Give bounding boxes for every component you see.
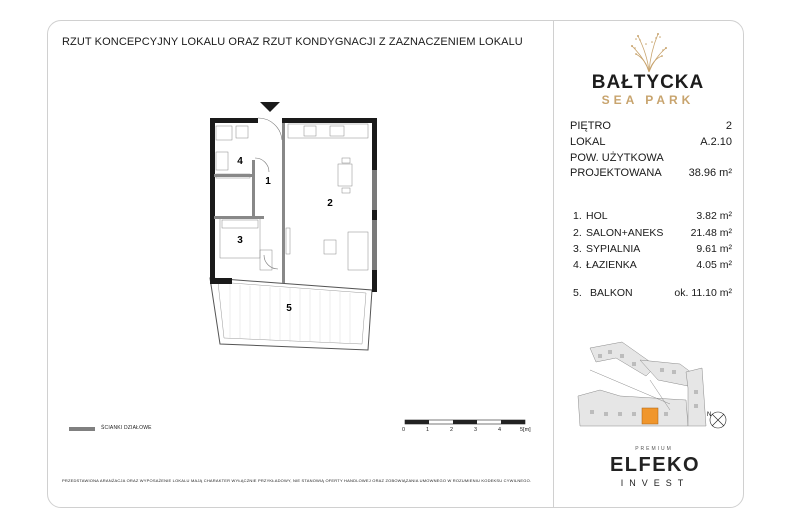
info-row-area-label	[570, 152, 732, 164]
legend-label: ŚCIANKI DZIAŁOWE	[101, 425, 152, 431]
brand-subtitle: SEA PARK	[601, 93, 695, 107]
room-number: 3.	[573, 243, 582, 255]
room-number: 1.	[573, 210, 582, 222]
balcony-outline	[210, 278, 372, 350]
info-row-area	[570, 167, 732, 179]
scale-bar	[400, 417, 530, 427]
room-area: 21.48 m²	[690, 227, 732, 239]
page-title: RZUT KONCEPCYJNY LOKALU ORAZ RZUT KONDYGNACJI Z ZAZNACZENIEM LOKALU	[62, 36, 523, 48]
developer-premium: PREMIUM	[635, 446, 673, 452]
balcony-row	[573, 287, 732, 299]
info-value: 38.96 m²	[688, 167, 732, 179]
info-label: PIĘTRO	[570, 120, 611, 132]
brand-name: BAŁTYCKA	[591, 72, 705, 93]
site-plan	[560, 340, 746, 440]
legend-swatch	[69, 427, 95, 431]
developer-name: ELFEKO	[609, 454, 701, 476]
panel-divider	[553, 20, 554, 508]
scale-tick-label: 2	[450, 427, 454, 433]
room-label-2: 2	[327, 198, 333, 209]
floor-plan	[200, 100, 385, 360]
room-name: ŁAZIENKA	[586, 259, 637, 271]
scale-tick-label: 3	[474, 427, 478, 433]
info-label: LOKAL	[570, 136, 606, 148]
scale-tick-label: 0	[402, 427, 406, 433]
info-label: PROJEKTOWANA	[570, 167, 662, 179]
room-name: SYPIALNIA	[586, 243, 641, 255]
room-name: SALON+ANEKS	[586, 227, 664, 239]
room-number: 4.	[573, 259, 582, 271]
room-area: 4.05 m²	[696, 259, 732, 271]
bed	[220, 218, 272, 270]
window-openings	[372, 170, 377, 270]
room-label-4: 4	[237, 156, 243, 167]
room-name: HOL	[586, 210, 608, 222]
dining-table	[338, 158, 352, 193]
living-furniture	[286, 228, 368, 270]
room-area: 3.82 m²	[696, 210, 732, 222]
room-label-3: 3	[237, 235, 243, 246]
disclaimer: PRZEDSTAWIONA ARANŻACJA ORAZ WYPOSAŻENIE LOKALU MAJĄ CHARAKTER WYŁĄCZNIE PRZYKŁADOWY, NIE STANOWIĄ OFERTY HANDLOWEJ ORAZ ZOBOWIĄZANIA UMOWNEGO W ROZUMIENIU KODEKSU CYWILNEGO.	[62, 478, 532, 483]
kitchen-counter	[288, 124, 368, 138]
room-area: 9.61 m²	[696, 243, 732, 255]
info-row-unit	[570, 136, 732, 148]
developer-subtitle: INVEST	[620, 478, 690, 488]
scale-tick-label: 4	[498, 427, 502, 433]
scale-tick-label: 1	[426, 427, 430, 433]
info-value: A.2.10	[700, 136, 732, 148]
room-label-1: 1	[265, 176, 271, 187]
compass-label: N	[707, 412, 712, 418]
entrance-arrow-icon	[260, 102, 280, 112]
room-name: BALKON	[590, 287, 633, 299]
bathroom-fixtures	[216, 126, 250, 178]
room-row	[573, 227, 732, 239]
room-row	[573, 243, 732, 255]
room-number: 2.	[573, 227, 582, 239]
info-value: 2	[725, 120, 732, 132]
room-row	[573, 210, 732, 222]
info-label: POW. UŻYTKOWA	[570, 152, 664, 164]
compass-icon	[710, 412, 726, 428]
door-swings	[255, 118, 282, 269]
partition-walls	[214, 123, 285, 283]
highlighted-unit	[642, 408, 658, 424]
room-number: 5.	[573, 287, 582, 299]
scale-tick-label: 5[m]	[520, 427, 531, 433]
info-row-floor	[570, 120, 732, 132]
balcony-decking	[230, 284, 350, 344]
room-label-5: 5	[286, 303, 292, 314]
room-area: ok. 11.10 m²	[674, 287, 732, 299]
room-row	[573, 259, 732, 271]
exterior-walls	[210, 118, 377, 292]
